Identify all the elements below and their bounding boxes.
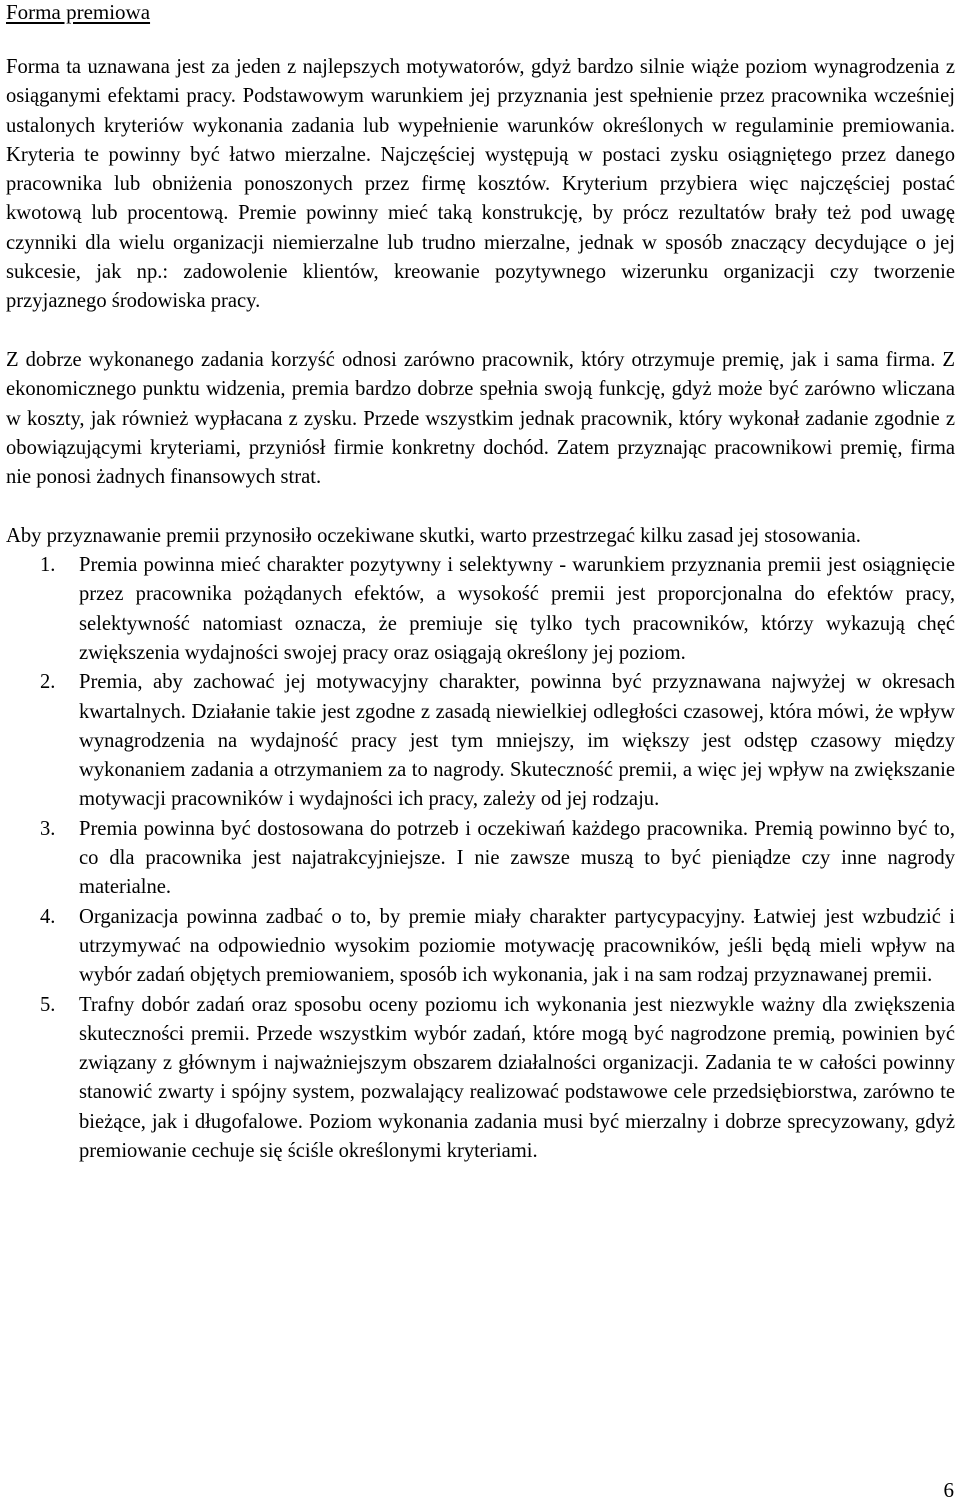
paragraph-intro: Forma ta uznawana jest za jeden z najlepszych motywatorów, gdyż bardzo silnie wiąże poziom wynagrodzenia z osiąganymi efektami pracy. Podstawowym warunkiem jej przyznania jest spełnienie przez pracownika wcześniej ustalonych kryteriów wykonania zadania lub wypełnienie warunków określonych w regulaminie premiowania. Kryteria te powinny być łatwo mierzalne. Najczęściej występują w postaci zysku osiągniętego przez danego pracownika lub obniżenia ponoszonych przez firmę kosztów. Kryterium przybiera więc najczęściej postać kwotową lub procentową. Premie powinny mieć taką konstrukcję, by prócz rezultatów brały też pod uwagę czynniki dla wielu organizacji niemierzalne lub trudno mierzalne, jednak w sposób znaczący decydujące o jej sukcesie, jak np.: zadowolenie klientów, kreowanie pozytywnego wizerunku organizacji czy tworzenie przyjaznego środowiska pracy. [6,56,955,313]
paragraph-benefits: Z dobrze wykonanego zadania korzyść odnosi zarówno pracownik, który otrzymuje premię, jak i sama firma. Z ekonomicznego punktu widzenia, premia bardzo dobrze spełnia swoją funkcję, gdyż może być zarówno wliczana w koszty, jak również wypłacana z zysku. Przede wszystkim jednak pracownik, który wykonał zadanie zgodnie z obowiązującymi kryteriami, przyniósł firmie konkretny dochód. Zatem przyznając pracownikowi premię, firma nie ponosi żadnych finansowych strat. [6,348,955,489]
paragraph-rules-lead: Aby przyznawanie premii przynosiło oczekiwane skutki, warto przestrzegać kilku zasad jej stosowania. [6,524,861,547]
list-item-text: Organizacja powinna zadbać o to, by premie miały charakter partycypacyjny. Łatwiej jest wzbudzić i utrzymywać na odpowiednio wysokim poziomie motywację pracowników, jeśli będą mieli wpływ na wybór zadań objętych premiowaniem, sposób ich wykonania, jak i na sam rodzaj przyznawanej premii. [79,905,955,987]
list-item-text: Trafny dobór zadań oraz sposobu oceny poziomu ich wykonania jest niezwykle ważny dla zwiększenia skuteczności premii. Przede wszystkim wybór zadań, które mogą być nagrodzone premią, powinien być związany z głównym i najważniejszym obszarem działalności organizacji. Zadania te w całości powinny stanowić zwarty i spójny system, pozwalający realizować podstawowe cele przedsiębiorstwa, zarówno te bieżące, jak i długofalowe. Poziom wykonania zadania musi być mierzalny i dobrze sprecyzowany, gdyż premiowanie cechuje się ściśle określonymi kryteriami. [79,993,955,1162]
section-title: Forma premiowa [6,0,151,24]
page-number: 6 [943,1478,954,1502]
list-item [6,815,955,903]
list-item-number: 3. [40,817,56,840]
list-item-text: Premia, aby zachować jej motywacyjny charakter, powinna być przyznawana najwyżej w okresach kwartalnych. Działanie takie jest zgodne z zasadą niewielkiej odległości czasowej, która mówi, że wpływ wynagrodzenia na wydajność pracy jest tym mniejszy, im większy jest odstęp czasowy między wykonaniem zadania a otrzymaniem za to nagrody. Skuteczność premii, a więc jej wpływ na zwiększanie motywacji pracowników i wydajności ich pracy, zależy od jej rodzaju. [79,671,955,811]
rules-list [6,551,955,1166]
list-item-number: 4. [40,905,56,928]
document-body [6,53,955,1166]
list-item-text: Premia powinna być dostosowana do potrzeb i oczekiwań każdego pracownika. Premią powinno być to, co dla pracownika jest najatrakcyjniejsze. I nie zawsze muszą to być pieniądze czy inne nagrody materialne. [79,817,955,899]
list-item [6,991,955,1167]
list-item-text: Premia powinna mieć charakter pozytywny i selektywny - warunkiem przyznania premii jest osiągnięcie przez pracownika pożądanych efektów, a wysokość premii jest proporcjonalna do efektów pracy, selektywność natomiast oznacza, że premiuje się tylko tych pracowników, którzy wykazują chęć zwiększenia wydajności swojej pracy oraz osiągają określony jej poziom. [79,554,955,664]
list-item [6,668,955,814]
list-item-number: 5. [40,993,56,1016]
list-item [6,903,955,991]
list-item-number: 1. [40,554,56,577]
list-item-number: 2. [40,671,56,694]
list-item [6,551,955,668]
